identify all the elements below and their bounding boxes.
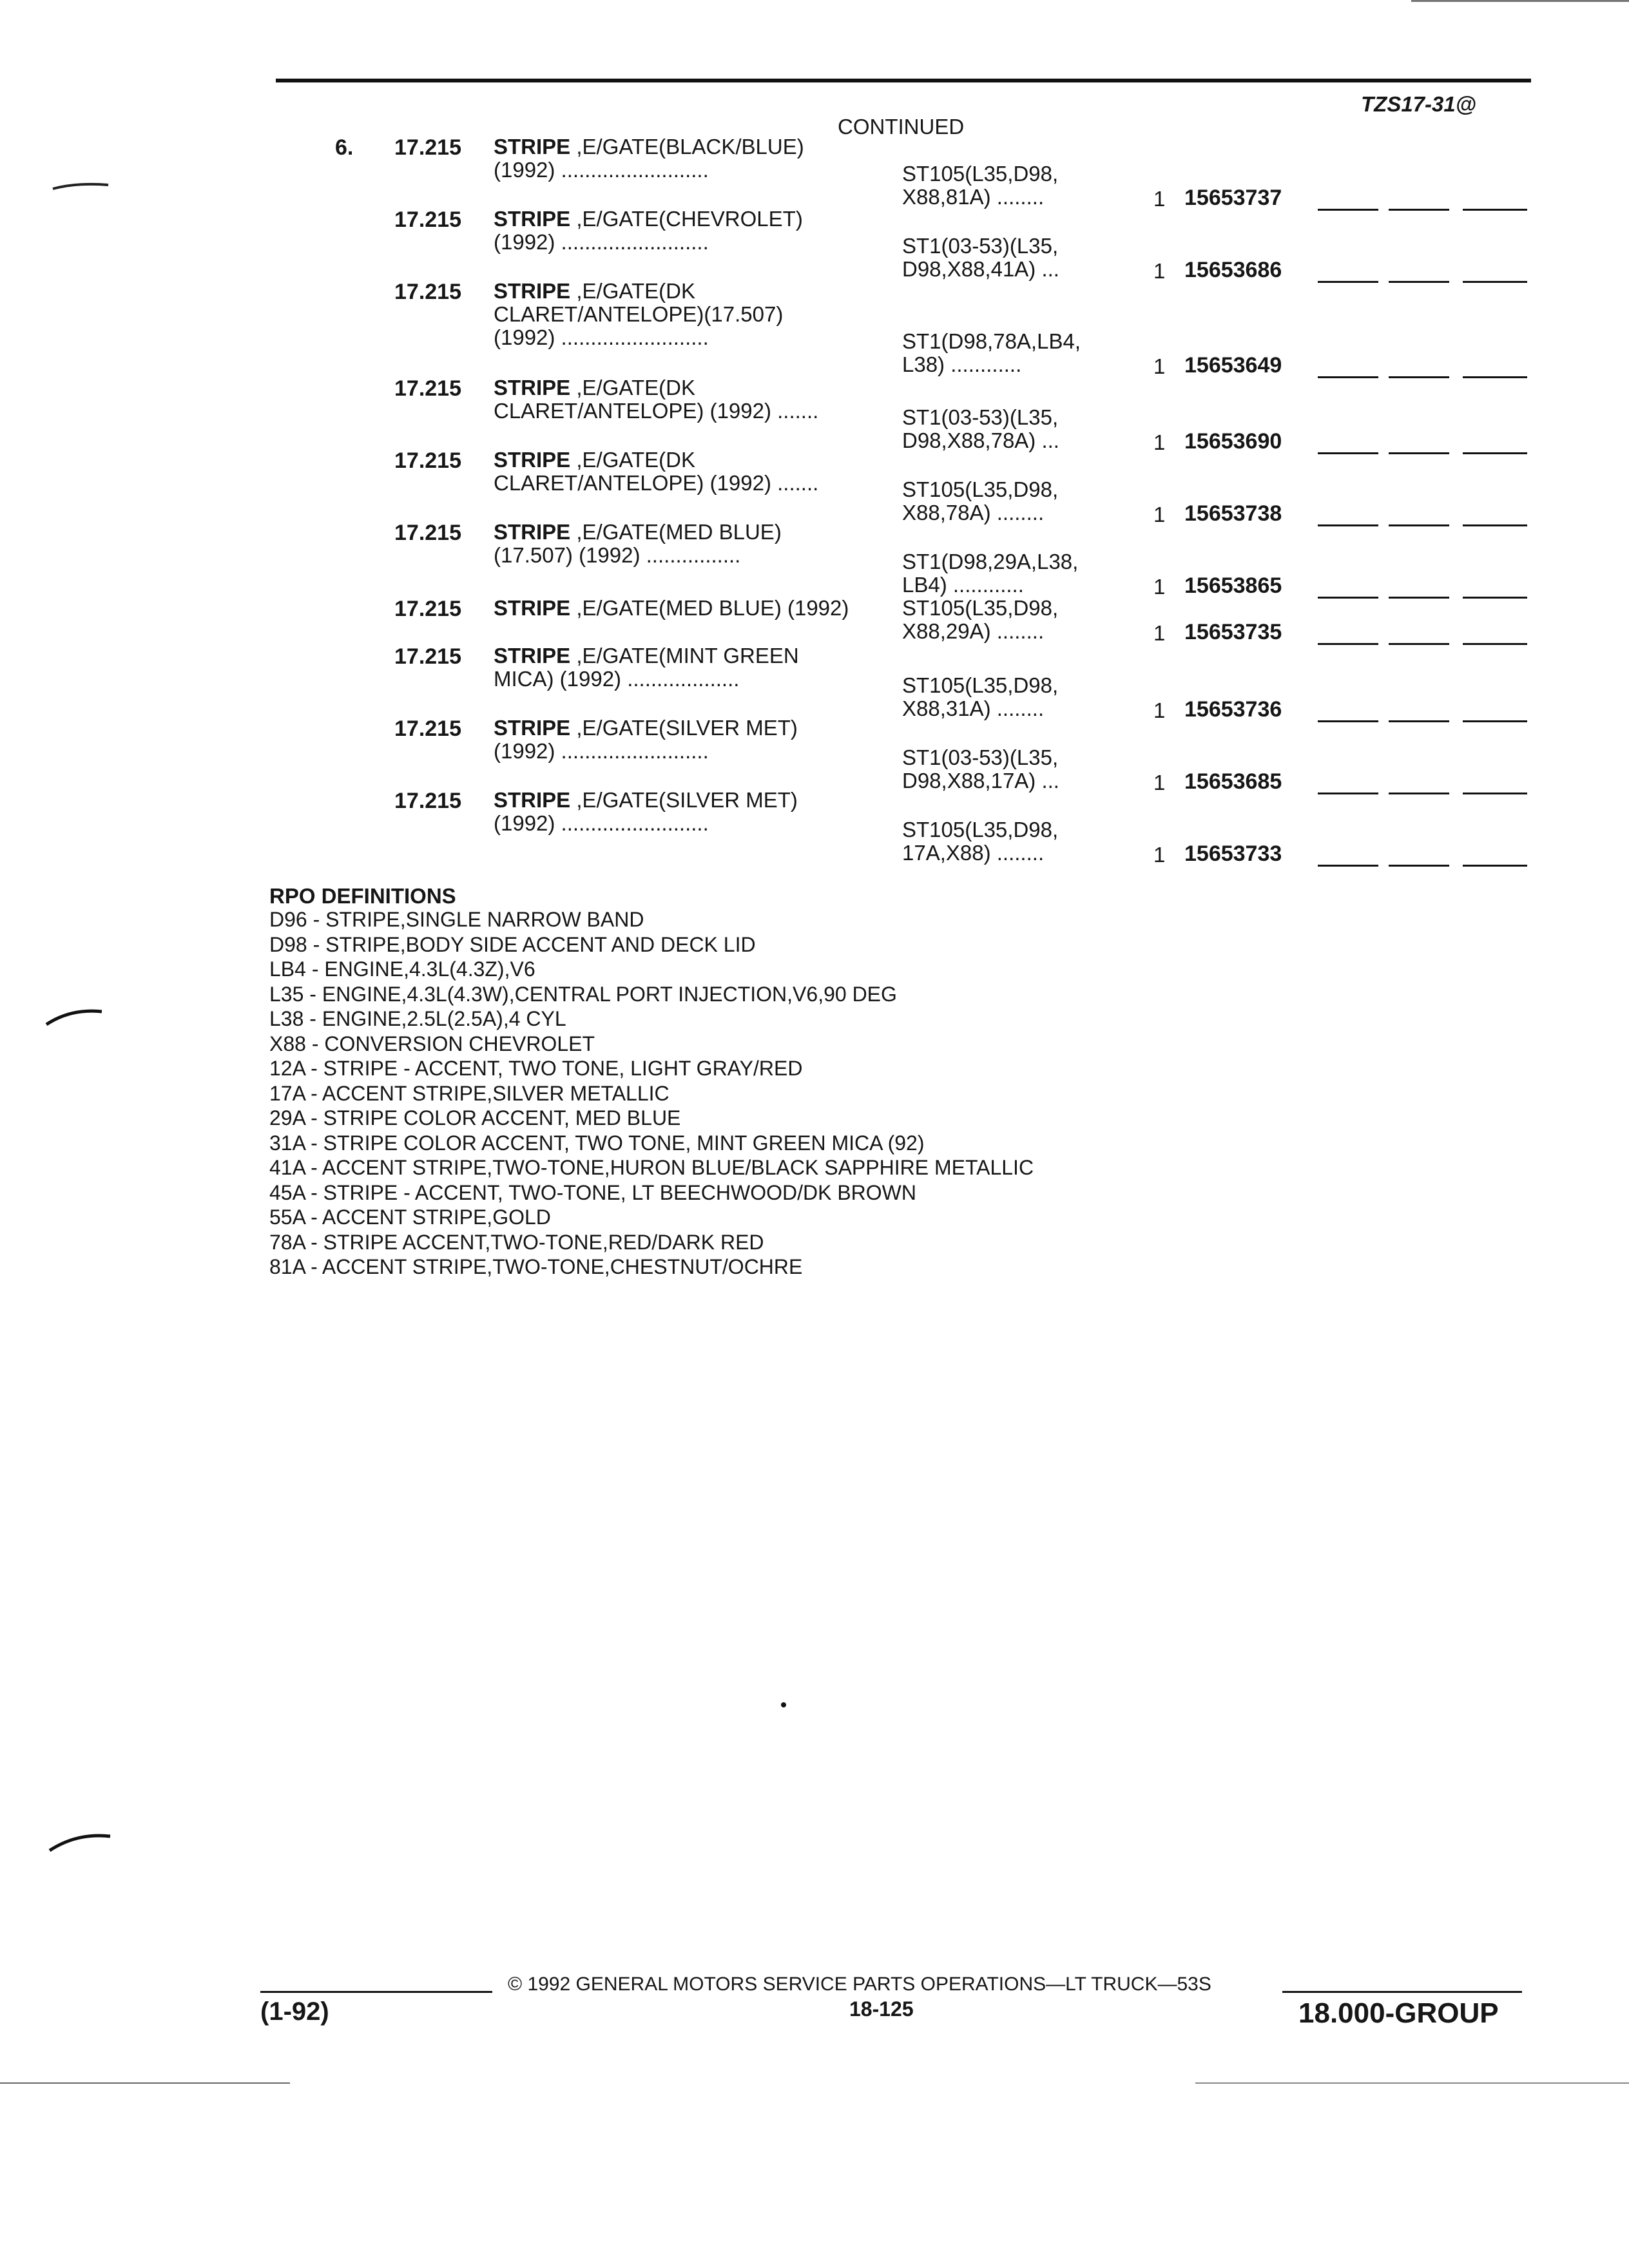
- part-description: [494, 135, 804, 182]
- usage-code: [902, 746, 1059, 793]
- blank-field: [1389, 720, 1449, 722]
- blank-field: [1389, 597, 1449, 599]
- figure-number: 17.215: [394, 644, 461, 669]
- blank-field: [1389, 452, 1449, 454]
- desc-line: (1992) .........................: [494, 325, 709, 349]
- part-number: 15653736: [1184, 697, 1282, 722]
- desc-line: (1992) .........................: [494, 230, 709, 254]
- desc-line: MICA) (1992) ...................: [494, 667, 740, 691]
- figure-number: 17.215: [394, 376, 461, 401]
- part-description: [494, 789, 798, 835]
- part-description: [494, 597, 849, 620]
- scan-mark-icon: [45, 1005, 103, 1031]
- item-number: 6.: [335, 135, 354, 160]
- figure-number: 17.215: [394, 207, 461, 232]
- figure-number: 17.215: [394, 521, 461, 545]
- blank-field: [1463, 452, 1527, 454]
- rpo-definition: 31A - STRIPE COLOR ACCENT, TWO TONE, MINT GREEN MICA (92): [269, 1131, 925, 1155]
- part-description: [494, 448, 818, 495]
- desc-line: CLARET/ANTELOPE)(17.507): [494, 302, 784, 326]
- usage-line: ST105(L35,D98,: [902, 162, 1059, 186]
- usage-line: ST105(L35,D98,: [902, 477, 1059, 501]
- usage-line: D98,X88,78A) ...: [902, 428, 1059, 452]
- usage-line: X88,81A) ........: [902, 185, 1045, 209]
- part-desc-rest: ,E/GATE(DK: [570, 279, 695, 303]
- usage-code: [902, 550, 1078, 597]
- part-keyword: STRIPE: [494, 596, 571, 620]
- usage-line: L38) ............: [902, 352, 1022, 376]
- usage-line: X88,31A) ........: [902, 697, 1045, 720]
- rpo-definition: 41A - ACCENT STRIPE,TWO-TONE,HURON BLUE/BLACK SAPPHIRE METALLIC: [269, 1156, 1034, 1179]
- rpo-definition: 81A - ACCENT STRIPE,TWO-TONE,CHESTNUT/OCHRE: [269, 1255, 803, 1278]
- part-desc-rest: ,E/GATE(SILVER MET): [570, 788, 798, 812]
- blank-field: [1389, 643, 1449, 645]
- blank-field: [1463, 720, 1527, 722]
- quantity: 1: [1153, 503, 1166, 526]
- blank-field: [1318, 524, 1378, 526]
- blank-field: [1463, 597, 1527, 599]
- part-keyword: STRIPE: [494, 716, 571, 740]
- part-desc-rest: ,E/GATE(SILVER MET): [570, 716, 798, 740]
- blank-field: [1318, 209, 1378, 211]
- part-number: 15653737: [1184, 186, 1282, 210]
- bottom-scan-line: [0, 2082, 290, 2084]
- desc-line: (1992) .........................: [494, 811, 709, 835]
- quantity: 1: [1153, 259, 1166, 283]
- bottom-scan-line-right: [1195, 2082, 1629, 2084]
- rpo-definition: L35 - ENGINE,4.3L(4.3W),CENTRAL PORT INJECTION,V6,90 DEG: [269, 982, 897, 1006]
- scan-mark-icon: [48, 1830, 113, 1856]
- blank-field: [1463, 209, 1527, 211]
- continued-label: CONTINUED: [838, 115, 965, 139]
- part-number: 15653738: [1184, 501, 1282, 526]
- rpo-definition: L38 - ENGINE,2.5L(2.5A),4 CYL: [269, 1007, 566, 1030]
- quantity: 1: [1153, 430, 1166, 454]
- part-number: 15653690: [1184, 429, 1282, 454]
- blank-field: [1389, 865, 1449, 867]
- blank-field: [1389, 209, 1449, 211]
- part-keyword: STRIPE: [494, 279, 571, 303]
- usage-line: D98,X88,17A) ...: [902, 769, 1059, 793]
- usage-code: [902, 597, 1058, 643]
- part-number: 15653865: [1184, 573, 1282, 598]
- figure-number: 17.215: [394, 280, 461, 304]
- figure-number: 17.215: [394, 135, 461, 160]
- usage-line: ST105(L35,D98,: [902, 818, 1059, 841]
- blank-field: [1463, 376, 1527, 378]
- part-number: 15653735: [1184, 620, 1282, 644]
- usage-line: ST1(D98,78A,LB4,: [902, 329, 1081, 353]
- quantity: 1: [1153, 621, 1166, 645]
- quantity: 1: [1153, 187, 1166, 211]
- page-code: TZS17-31@: [1361, 92, 1476, 116]
- usage-line: ST1(03-53)(L35,: [902, 405, 1059, 429]
- rpo-definition: 45A - STRIPE - ACCENT, TWO-TONE, LT BEECHWOOD/DK BROWN: [269, 1180, 916, 1204]
- usage-code: [902, 406, 1059, 452]
- footer-copyright: © 1992 GENERAL MOTORS SERVICE PARTS OPERATIONS—LT TRUCK—53S: [508, 1974, 1211, 1995]
- blank-field: [1318, 643, 1378, 645]
- blank-field: [1318, 376, 1378, 378]
- blank-field: [1318, 865, 1378, 867]
- usage-code: [902, 674, 1058, 720]
- usage-line: ST1(03-53)(L35,: [902, 745, 1059, 769]
- blank-field: [1318, 793, 1378, 794]
- usage-code: [902, 235, 1059, 281]
- part-description: [494, 280, 783, 349]
- footer-group: 18.000-GROUP: [1298, 1997, 1499, 2029]
- footer-rule-left: [260, 1991, 492, 1993]
- part-number: 15653686: [1184, 258, 1282, 282]
- usage-code: [902, 162, 1058, 209]
- part-number: 15653685: [1184, 769, 1282, 794]
- usage-line: X88,78A) ........: [902, 501, 1045, 524]
- quantity: 1: [1153, 843, 1166, 867]
- part-keyword: STRIPE: [494, 207, 571, 231]
- part-desc-rest: ,E/GATE(MED BLUE) (1992): [570, 596, 849, 620]
- part-desc-rest: ,E/GATE(MINT GREEN: [570, 644, 799, 668]
- part-number: 15653649: [1184, 353, 1282, 378]
- blank-field: [1463, 524, 1527, 526]
- blank-field: [1318, 720, 1378, 722]
- rpo-definition: 12A - STRIPE - ACCENT, TWO TONE, LIGHT GRAY/RED: [269, 1057, 803, 1080]
- rpo-definition: D98 - STRIPE,BODY SIDE ACCENT AND DECK LID: [269, 932, 756, 956]
- desc-line: (17.507) (1992) ................: [494, 543, 741, 567]
- part-desc-rest: ,E/GATE(MED BLUE): [570, 520, 782, 544]
- figure-number: 17.215: [394, 597, 461, 621]
- blank-field: [1318, 452, 1378, 454]
- part-description: [494, 521, 782, 567]
- part-description: [494, 376, 818, 423]
- blank-field: [1389, 376, 1449, 378]
- usage-code: [902, 330, 1081, 376]
- figure-number: 17.215: [394, 448, 461, 473]
- blank-field: [1463, 281, 1527, 283]
- rpo-definition: D96 - STRIPE,SINGLE NARROW BAND: [269, 908, 644, 931]
- rpo-definitions-list: [269, 907, 1034, 1280]
- quantity: 1: [1153, 354, 1166, 378]
- usage-line: D98,X88,41A) ...: [902, 257, 1059, 281]
- scan-mark-icon: [52, 177, 110, 197]
- usage-line: ST105(L35,D98,: [902, 673, 1059, 697]
- blank-field: [1389, 281, 1449, 283]
- part-keyword: STRIPE: [494, 135, 571, 159]
- blank-field: [1463, 865, 1527, 867]
- part-number: 15653733: [1184, 841, 1282, 866]
- top-corner-scan-line: [1411, 0, 1629, 2]
- rpo-definition: 55A - ACCENT STRIPE,GOLD: [269, 1206, 551, 1229]
- quantity: 1: [1153, 575, 1166, 599]
- rpo-definition: 78A - STRIPE ACCENT,TWO-TONE,RED/DARK RED: [269, 1230, 764, 1254]
- blank-field: [1389, 793, 1449, 794]
- part-keyword: STRIPE: [494, 644, 571, 668]
- part-desc-rest: ,E/GATE(BLACK/BLUE): [570, 135, 804, 159]
- footer-rule-right: [1282, 1991, 1522, 1993]
- part-description: [494, 207, 803, 254]
- usage-line: ST1(03-53)(L35,: [902, 234, 1059, 258]
- desc-line: CLARET/ANTELOPE) (1992) .......: [494, 399, 819, 423]
- rpo-definitions-title: RPO DEFINITIONS: [269, 884, 456, 908]
- part-keyword: STRIPE: [494, 448, 571, 472]
- usage-line: LB4) ............: [902, 573, 1024, 597]
- usage-code: [902, 478, 1058, 524]
- footer-page-number: 18-125: [849, 1997, 914, 2021]
- desc-line: (1992) .........................: [494, 739, 709, 763]
- desc-line: CLARET/ANTELOPE) (1992) .......: [494, 471, 819, 495]
- top-rule: [276, 79, 1531, 82]
- quantity: 1: [1153, 698, 1166, 722]
- part-desc-rest: ,E/GATE(DK: [570, 376, 695, 399]
- usage-line: 17A,X88) ........: [902, 841, 1045, 865]
- blank-field: [1318, 281, 1378, 283]
- blank-field: [1463, 643, 1527, 645]
- usage-line: ST105(L35,D98,: [902, 596, 1059, 620]
- rpo-definition: 17A - ACCENT STRIPE,SILVER METALLIC: [269, 1081, 670, 1105]
- usage-line: ST1(D98,29A,L38,: [902, 550, 1079, 573]
- rpo-definition: 29A - STRIPE COLOR ACCENT, MED BLUE: [269, 1106, 681, 1129]
- blank-field: [1463, 793, 1527, 794]
- usage-line: X88,29A) ........: [902, 619, 1045, 643]
- part-desc-rest: ,E/GATE(CHEVROLET): [570, 207, 803, 231]
- quantity: 1: [1153, 771, 1166, 794]
- rpo-definition: X88 - CONVERSION CHEVROLET: [269, 1032, 595, 1055]
- part-description: [494, 644, 799, 691]
- figure-number: 17.215: [394, 789, 461, 813]
- part-description: [494, 716, 798, 763]
- figure-number: 17.215: [394, 716, 461, 741]
- part-keyword: STRIPE: [494, 376, 571, 399]
- scan-dot-icon: [780, 1701, 787, 1709]
- usage-code: [902, 818, 1058, 865]
- rpo-definition: LB4 - ENGINE,4.3L(4.3Z),V6: [269, 957, 535, 981]
- footer-revision: (1-92): [260, 1997, 329, 2026]
- blank-field: [1389, 524, 1449, 526]
- part-keyword: STRIPE: [494, 520, 571, 544]
- blank-field: [1318, 597, 1378, 599]
- part-keyword: STRIPE: [494, 788, 571, 812]
- part-desc-rest: ,E/GATE(DK: [570, 448, 695, 472]
- desc-line: (1992) .........................: [494, 158, 709, 182]
